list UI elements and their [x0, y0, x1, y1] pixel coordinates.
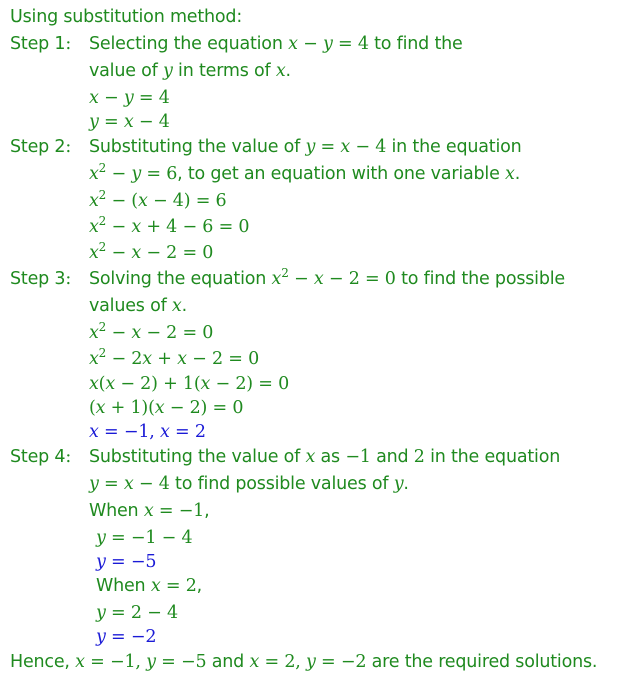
step-3-result: x = −1, x = 2	[89, 422, 206, 442]
step-2-work-2: $x^2 - x + 4 - 6 = 0$	[89, 214, 250, 237]
step-4-text-2: y = x − 4 to find possible values of y.	[89, 474, 409, 494]
step-3-text-2: values of x.	[89, 296, 187, 316]
case-2-heading: When x = 2,	[96, 576, 202, 596]
conclusion: Hence, x = −1, y = −5 and x = 2, y = −2 are the required solutions.	[10, 652, 598, 672]
step-2-work-1: $x^2 - (x - 4) = 6$	[89, 188, 227, 211]
step-1-text-2: value of y in terms of x.	[89, 61, 291, 81]
step-2-text-2: $x^2 - y = 6$, to get an equation with one variable x.	[89, 161, 521, 184]
case-2-work: y = 2 − 4	[96, 603, 178, 623]
case-1-heading: When x = −1,	[89, 501, 210, 521]
step-4-heading	[10, 445, 560, 469]
step-3-work-1: $x^2 - x - 2 = 0$	[89, 320, 214, 343]
step-2-label: Step 2:	[10, 137, 72, 157]
step-1-heading	[10, 32, 463, 56]
step-4-label: Step 4:	[10, 447, 72, 467]
step-3-label: Step 3:	[10, 269, 72, 289]
step-4-text-1: Substituting the value of x as −1 and 2 in the equation	[89, 447, 561, 467]
step-3-heading	[10, 267, 565, 291]
intro-heading: Using substitution method:	[10, 7, 243, 27]
step-1-label: Step 1:	[10, 34, 72, 54]
case-1-result: y = −5	[96, 552, 157, 572]
step-1-text-1: Selecting the equation x − y = 4 to find the	[89, 34, 463, 54]
step-1-work-2: y = x − 4	[89, 112, 170, 132]
step-3-text-1: Solving the equation $x^2 - x - 2 = 0$ to find the possible	[89, 266, 565, 289]
step-3-work-3: x(x − 2) + 1(x − 2) = 0	[89, 374, 290, 394]
step-3-work-4: (x + 1)(x − 2) = 0	[89, 398, 244, 418]
step-2-text-1: Substituting the value of y = x − 4 in the equation	[89, 137, 522, 157]
step-2-work-3: $x^2 - x - 2 = 0$	[89, 240, 214, 263]
step-2-heading	[10, 135, 522, 159]
case-2-result: y = −2	[96, 627, 157, 647]
case-1-work: y = −1 − 4	[96, 528, 193, 548]
step-1-work-1: x − y = 4	[89, 88, 170, 108]
step-3-work-2: $x^2 - 2x + x - 2 = 0$	[89, 346, 260, 369]
